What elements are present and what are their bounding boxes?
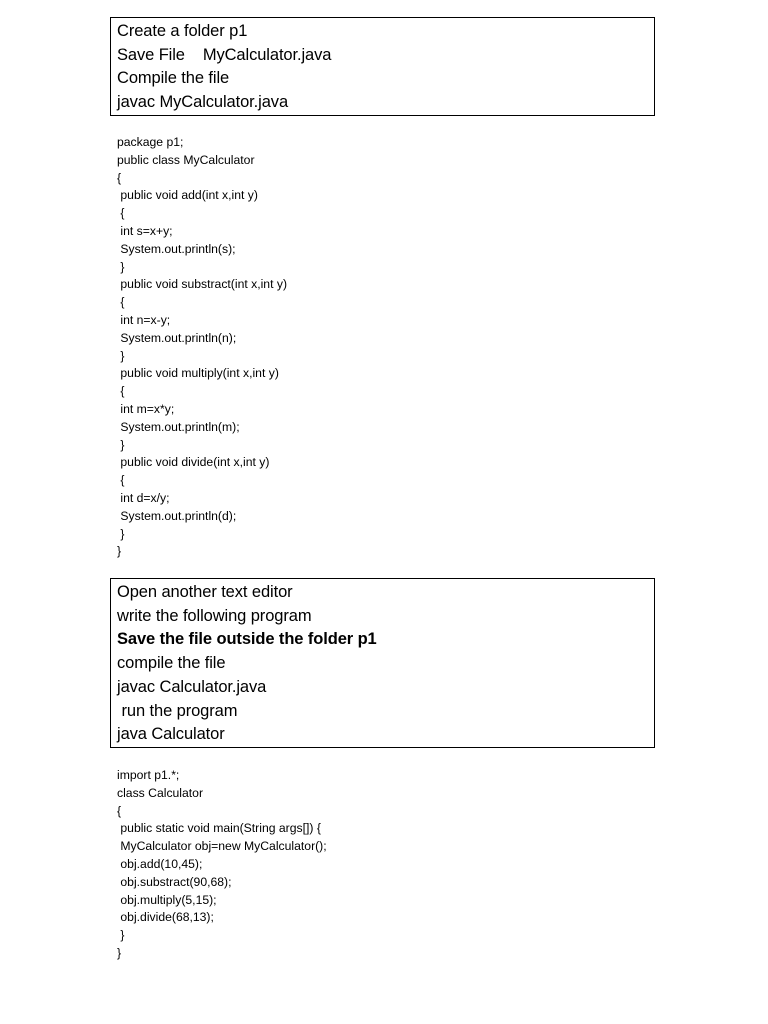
instruction-line-emphasis: Save the file outside the folder p1 <box>117 630 377 649</box>
code-line: } <box>117 259 125 274</box>
code-block-calculator <box>117 767 327 963</box>
code-line: class Calculator <box>117 785 204 800</box>
instruction-line: java Calculator <box>117 725 225 744</box>
instruction-line: javac Calculator.java <box>117 677 267 696</box>
code-line: int s=x+y; <box>117 223 173 238</box>
code-line: { <box>117 473 125 488</box>
instruction-line: write the following program <box>117 606 312 625</box>
instructions-box-1 <box>110 17 655 116</box>
code-line: } <box>117 928 125 943</box>
code-line: { <box>117 170 122 185</box>
code-line: System.out.println(s); <box>117 241 236 256</box>
code-line: package p1; <box>117 135 184 149</box>
code-line: public void multiply(int x,int y) <box>117 366 279 381</box>
code-line: public void divide(int x,int y) <box>117 455 270 470</box>
instruction-line: Compile the file <box>117 69 230 88</box>
code-line: public void substract(int x,int y) <box>117 277 288 292</box>
code-line: int n=x-y; <box>117 312 171 327</box>
instructions-box-2 <box>110 578 655 748</box>
instruction-line: run the program <box>117 701 238 720</box>
code-line: import p1.*; <box>117 768 180 782</box>
code-line: } <box>117 526 125 541</box>
code-line: { <box>117 803 122 818</box>
code-line: } <box>117 544 122 559</box>
code-line: System.out.println(m); <box>117 419 240 434</box>
code-line: } <box>117 945 122 960</box>
instruction-line: Save File MyCalculator.java <box>117 45 332 64</box>
code-line: } <box>117 348 125 363</box>
instruction-line: Create a folder p1 <box>117 22 248 40</box>
code-line: } <box>117 437 125 452</box>
code-line: obj.substract(90,68); <box>117 874 232 889</box>
code-line: obj.divide(68,13); <box>117 910 214 925</box>
code-line: { <box>117 295 125 310</box>
code-line: obj.multiply(5,15); <box>117 892 217 907</box>
code-line: public void add(int x,int y) <box>117 188 258 203</box>
code-line: public class MyCalculator <box>117 152 255 167</box>
instruction-line: compile the file <box>117 654 226 673</box>
code-line: { <box>117 384 125 399</box>
code-block-mycalculator <box>117 134 287 561</box>
code-line: System.out.println(n); <box>117 330 237 345</box>
code-line: int d=x/y; <box>117 490 170 505</box>
code-line: MyCalculator obj=new MyCalculator(); <box>117 839 327 854</box>
code-line: obj.add(10,45); <box>117 856 203 871</box>
instruction-line: javac MyCalculator.java <box>117 93 289 112</box>
code-line: public static void main(String args[]) { <box>117 821 321 836</box>
code-line: int m=x*y; <box>117 401 175 416</box>
code-line: System.out.println(d); <box>117 508 237 523</box>
code-line: { <box>117 206 125 221</box>
instruction-line: Open another text editor <box>117 583 293 601</box>
